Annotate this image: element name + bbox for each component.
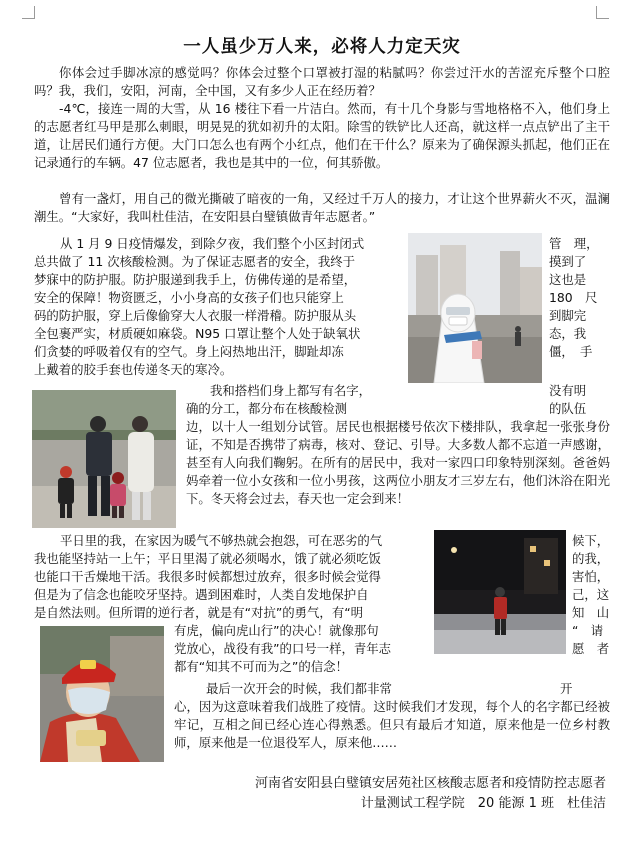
signature-line-2: 计量测试工程学院 20 能源 1 班 杜佳洁 xyxy=(360,796,606,811)
p7-line-1a: 最后一次开会的时候，我们都非常 xyxy=(206,681,392,696)
p6-line-3a: 也能口干舌燥地干活。我很多时候都想过放弃，很多时候会觉得 xyxy=(34,569,381,584)
volunteer-at-night-in-snow-icon xyxy=(434,530,566,654)
p6-line-3b: 害怕， xyxy=(572,569,610,584)
p6-line-5b: 知 山 xyxy=(572,605,610,620)
volunteer-in-red-cap-and-mask-icon xyxy=(40,626,164,762)
photo-family-walking xyxy=(32,390,176,528)
p6-line-2b: 的我， xyxy=(572,551,610,566)
p4-line-3b: 这也是 xyxy=(549,272,587,287)
p5-line-1a: 我和搭档们身上都写有名字， xyxy=(210,383,372,398)
person-in-white-protective-suit-icon xyxy=(408,233,542,383)
p4-line-5a: 码的防护服，穿上后像偷穿大人衣服一样滑稽。防护服从头 xyxy=(34,308,357,323)
p6-line-4a: 但是为了信念也能咬牙坚持。遇到困难时，人类自发地保护自 xyxy=(34,587,369,602)
p6-line-7a: 党放心，战役有我”的口号一样，青年志 xyxy=(174,641,392,656)
crop-mark-top-right xyxy=(596,6,609,19)
photo-night-volunteer xyxy=(434,530,566,654)
photo-volunteer-portrait xyxy=(40,626,164,762)
p4-line-2a: 总共做了 11 次核酸检测。为了保证志愿者的安全，我终于 xyxy=(34,254,356,269)
p4-line-1b: 管 理， xyxy=(549,236,599,251)
p6-line-2a: 我也能坚持站一上午；平日里渴了就必须喝水，饿了就必须吃饭 xyxy=(34,551,381,566)
signature-line-1: 河南省安阳县白璧镇安居苑社区核酸志愿者和疫情防控志愿者 xyxy=(254,776,606,791)
paragraph-3: 曾有一盏灯，用自己的微光撕破了暗夜的一角，又经过千万人的接力，才让这个世界薪火不灭，温澜潮生。“大家好，我叫杜佳洁，在安阳县白璧镇做青年志愿者。” xyxy=(34,191,610,224)
p4-line-2b: 摸到了 xyxy=(549,254,587,269)
p4-line-4b: 180 尺 xyxy=(549,290,598,305)
p4-line-1a: 从 1 月 9 日疫情爆发，到除夕夜，我们整个小区封闭式 xyxy=(60,236,365,251)
p4-line-8: 上戴着的胶手套也传递冬天的寒冷。 xyxy=(34,362,233,377)
p6-line-1b: 候下， xyxy=(572,533,610,548)
p6-line-5a: 是自然法则。但所谓的逆行者，就是有“对抗”的勇气，有“明 xyxy=(34,605,364,620)
p5-rest: 边，以十人一组划分试管。居民也根据楼号依次下楼排队，我拿起一张张身份证，不知是否携带了病毒，核对、登记、引导。大多数人都不忘道一声感谢，甚至有人向我们鞠躬。在所有的居民中，我对一家四口印象特别深刻。爸爸妈妈牵着一位小女孩和一位小男孩，这两位小朋友才三岁左右，他们沐浴在阳光下。冬天将会过去，春天也一定会到来！ xyxy=(186,419,610,506)
paragraph-1: 你体会过手脚冰凉的感觉吗？你体会过整个口罩被打湿的粘腻吗？你尝过汗水的苦涩充斥整个口腔吗？我，我们，安阳，河南，全中国，又有多少人正在经历着？ xyxy=(34,65,610,98)
p6-line-6a: 有虎，偏向虎山行”的决心！就像那句 xyxy=(174,623,379,638)
p6-line-7b: 愿 者 xyxy=(572,641,610,656)
p5-line-2b: 的队伍 xyxy=(549,401,587,416)
p6-line-1a: 平日里的我，在家因为暖气不够热就会抱怨，可在恶劣的气 xyxy=(60,533,383,548)
p7-line-1b: 开 xyxy=(560,681,573,696)
p7-rest: 心，因为这意味着我们战胜了疫情。这时候我们才发现，每个人的名字都已经被牢记，互相之间已经心连心得熟悉。但只有最后才知道，原来他是一位乡村教师，原来他是一位退役军人，原来他…… xyxy=(174,699,610,750)
crop-mark-top-left xyxy=(22,6,35,19)
p6-line-4b: 己，这 xyxy=(572,587,610,602)
p4-line-5b: 到脚完 xyxy=(549,308,587,323)
paragraph-2: -4℃，接连一周的大雪，从 16 楼往下看一片洁白。然而，有十几个身影与雪地格格不入，他们身上的志愿者红马甲是那么刺眼，明晃晃的犹如初升的太阳。除雪的铁铲比人还高，就这样一点点铲出了主干道，让居民们通行方便。大门口怎么也有两个小红点，他们在干什么？原来为了确保源头抓起，他们正在记录通行的车辆。47 位志愿者，我也是其中的一位，何其骄傲。 xyxy=(34,101,610,170)
p4-line-7a: 们贪婪的呼吸着仅有的空气。身上闷热地出汗，脚趾却冻 xyxy=(34,344,344,359)
p5-line-1b: 没有明 xyxy=(549,383,587,398)
p4-line-3a: 梦寐中的防护服。防护服递到我手上，仿佛传递的是希望， xyxy=(34,272,357,287)
family-of-four-walking-icon xyxy=(32,390,176,528)
p4-line-6a: 全包裹严实，材质硬如麻袋。N95 口罩让整个人处于缺氧状 xyxy=(34,326,361,341)
p5-line-2a: 确的分工，都分布在核酸检测 xyxy=(186,401,348,416)
p4-line-7b: 僵， 手 xyxy=(549,344,593,359)
p6-line-8: 都有“知其不可而为之”的信念！ xyxy=(174,659,348,674)
photo-volunteer-protective-suit xyxy=(408,233,542,383)
p4-line-4a: 安全的保障！物资匮乏，小小身高的女孩子们也只能穿上 xyxy=(34,290,344,305)
page-title: 一人虽少万人来，必将人力定天灾 xyxy=(183,37,461,57)
p6-line-6b: “ 请 xyxy=(572,623,604,638)
p4-line-6b: 态，我 xyxy=(549,326,587,341)
